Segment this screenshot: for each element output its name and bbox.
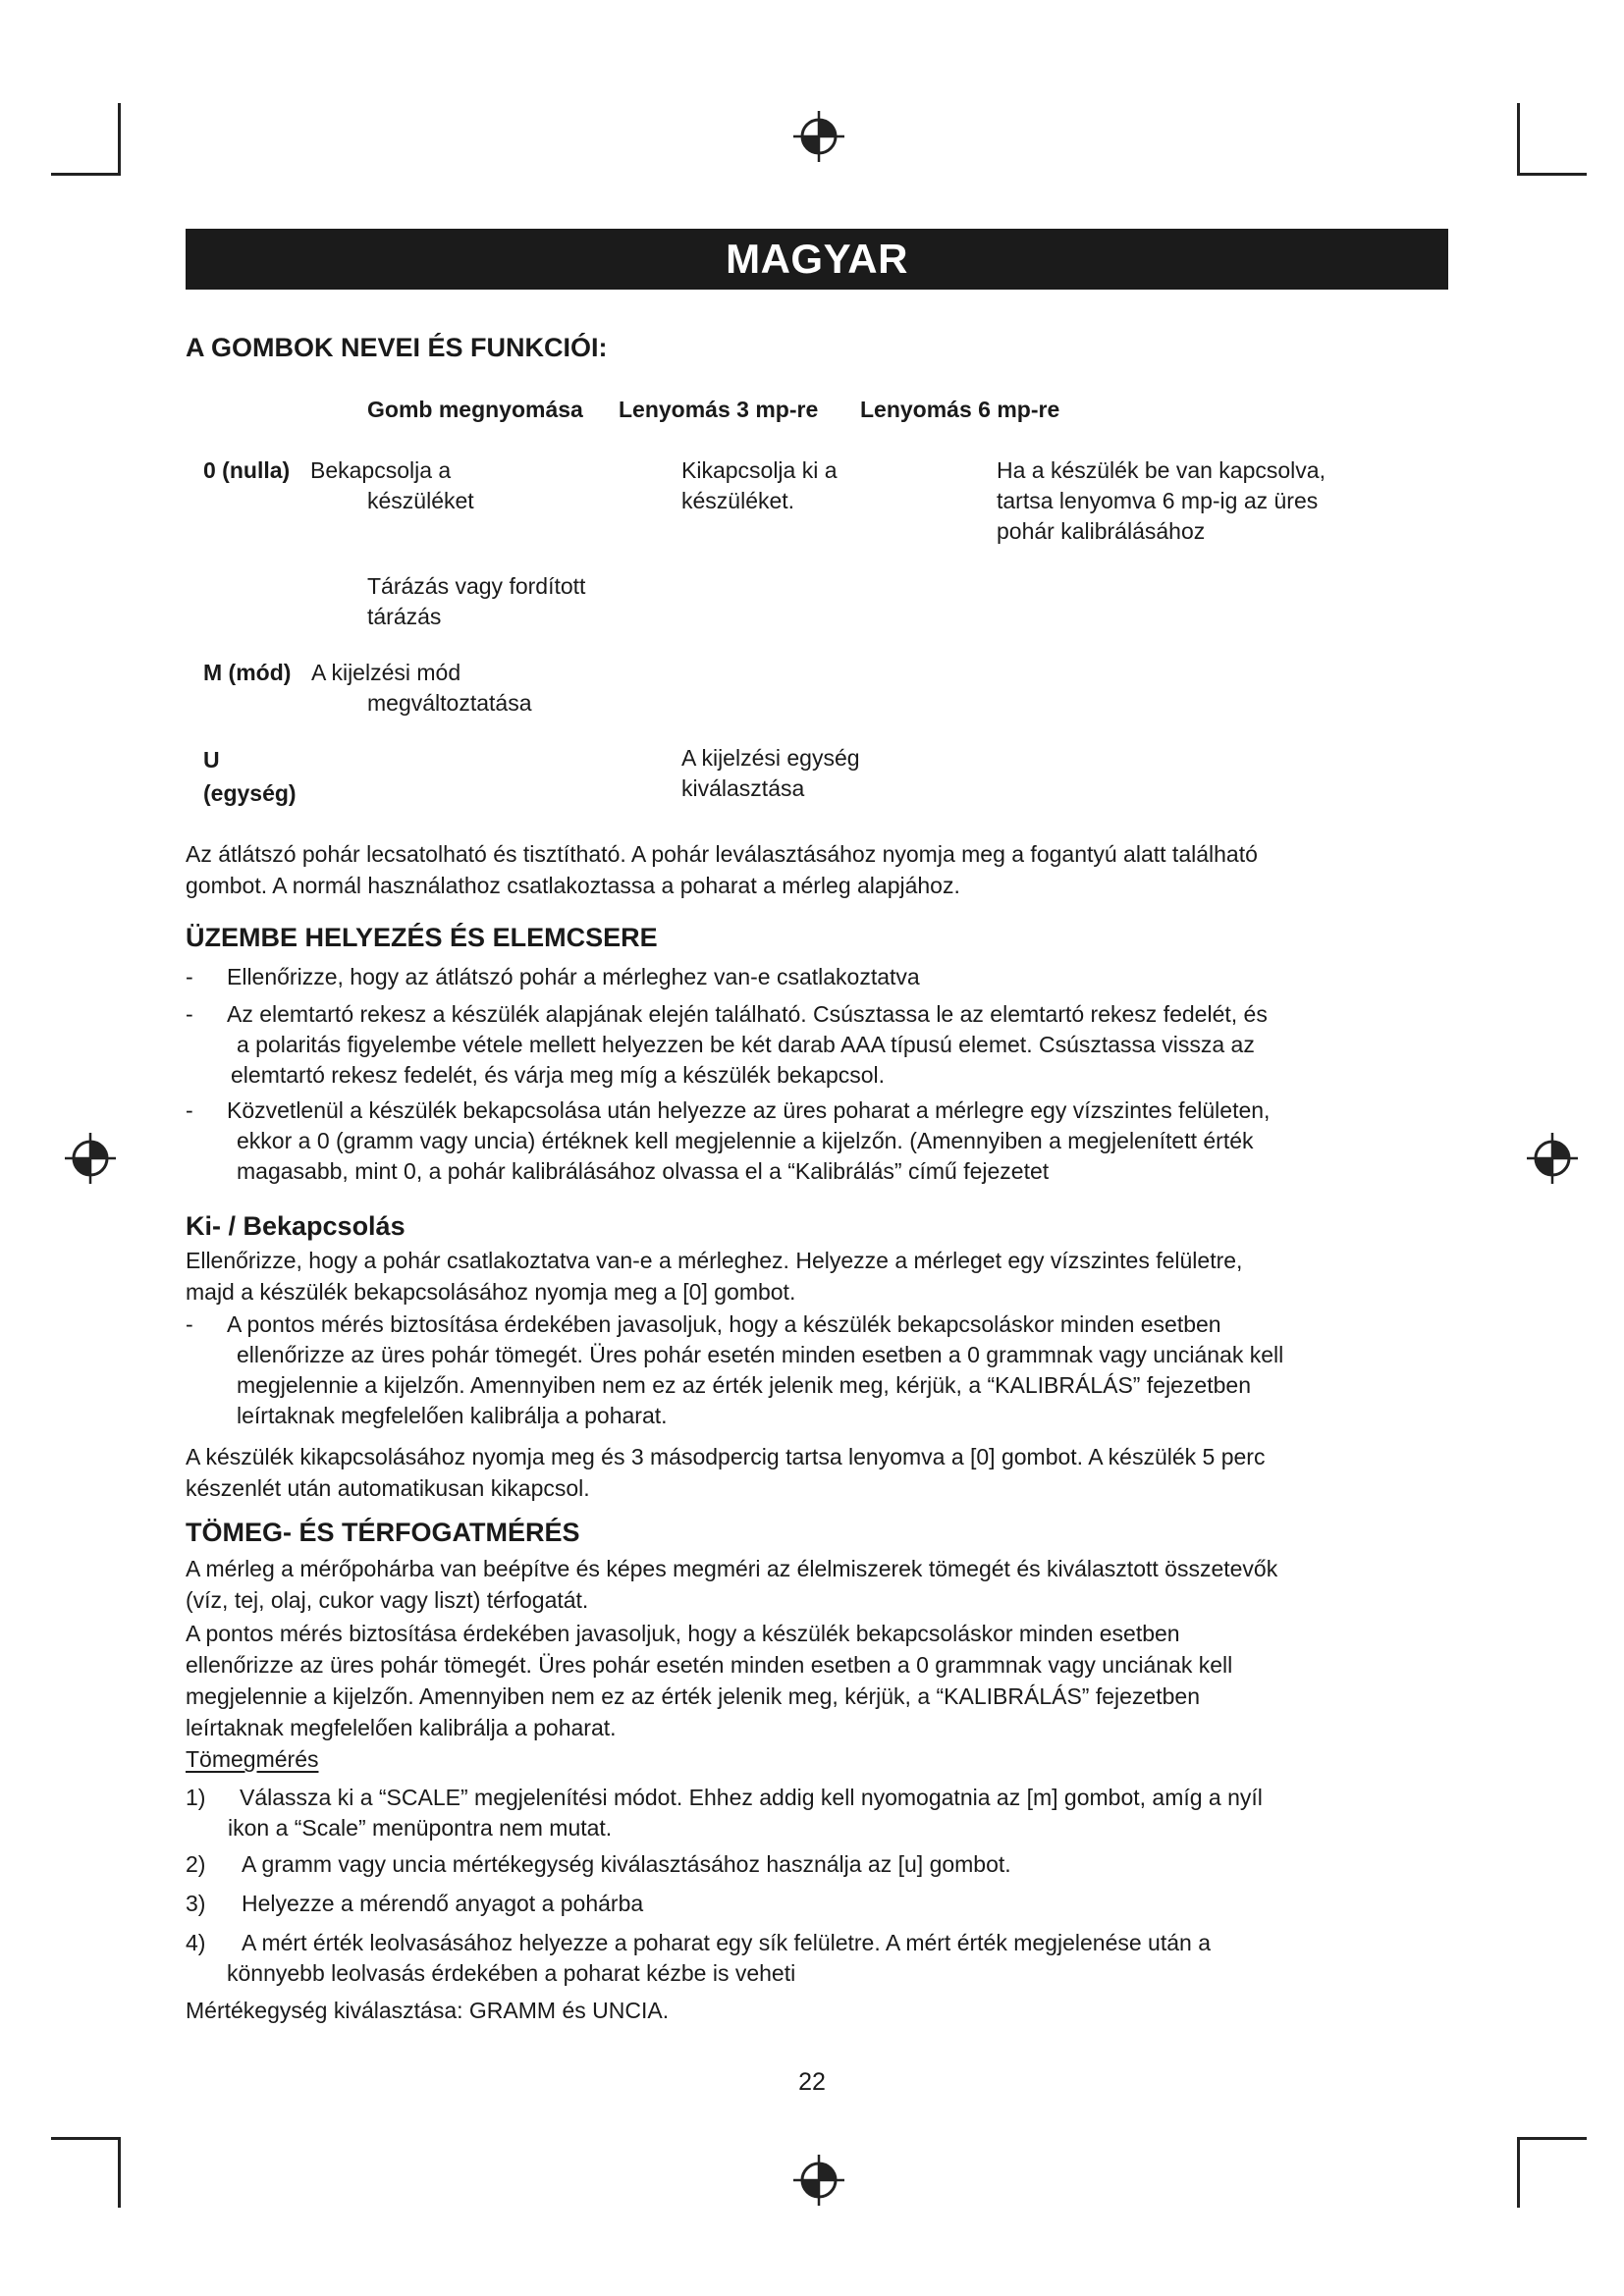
step-3 <box>186 1889 1452 1919</box>
crop-mark-top-right-v <box>1517 103 1520 174</box>
power-item <box>186 1309 1452 1431</box>
table-header-3s: Lenyomás 3 mp-re <box>619 397 819 422</box>
measure-paragraph-1 <box>186 1553 1452 1616</box>
bullet-dash: - <box>186 1311 193 1337</box>
text-line: gombot. A normál használathoz csatlakoztassa a poharat a mérleg alapjához. <box>186 873 960 898</box>
text-line: Ellenőrizze, hogy az átlátszó pohár a mérleghez van-e csatlakoztatva <box>227 964 920 989</box>
step-number: 4) <box>186 1930 206 1955</box>
registration-mark-icon <box>791 109 846 164</box>
text-line: A mérleg a mérőpohárba van beépítve és képes megméri az élelmiszerek tömegét és kiválasztott összetevők <box>186 1556 1278 1581</box>
setup-item-3 <box>186 1095 1452 1187</box>
text-line: Válassza ki a “SCALE” megjelenítési módot. Ehhez addig kell nyomogatnia az [m] gombot, amíg a nyíl <box>240 1785 1263 1810</box>
cell-line: készüléket <box>367 488 474 513</box>
crop-mark-top-left-v <box>118 103 121 174</box>
cell-line: Bekapcsolja a <box>310 457 452 483</box>
cell-mode-press <box>311 658 531 719</box>
cell-line: kiválasztása <box>681 775 805 801</box>
power-paragraph-1 <box>186 1245 1452 1308</box>
cell-line: tárázás <box>367 604 442 629</box>
crop-mark-top-right-h <box>1517 173 1587 176</box>
text-line: Közvetlenül a készülék bekapcsolása után helyezze az üres poharat a mérlegre egy vízszintes felületen, <box>227 1097 1271 1123</box>
page-number: 22 <box>798 2068 826 2096</box>
step-number: 2) <box>186 1851 206 1877</box>
registration-mark-icon <box>63 1131 118 1186</box>
cell-unit-3s <box>681 743 860 804</box>
text-line: ellenőrizze az üres pohár tömegét. Üres pohár esetén minden esetben a 0 grammnak vagy unciának kell <box>237 1342 1284 1367</box>
text-line: A gramm vagy uncia mértékegység kiválasztásához használja az [u] gombot. <box>242 1851 1011 1877</box>
setup-item-2 <box>186 999 1452 1091</box>
cell-line: készüléket. <box>681 488 795 513</box>
text-line: magasabb, mint 0, a pohár kalibrálásához olvassa el a “Kalibrálás” című fejezetet <box>237 1158 1050 1184</box>
cell-line: tartsa lenyomva 6 mp-ig az üres <box>997 488 1319 513</box>
button-key-mode: M (mód) <box>203 660 292 685</box>
section-title-power: Ki- / Bekapcsolás <box>186 1211 406 1241</box>
text-line: A mért érték leolvasásához helyezze a poharat egy sík felületre. A mért érték megjelenése után a <box>242 1930 1211 1955</box>
crop-mark-bottom-left-h <box>51 2137 121 2140</box>
cell-line: megváltoztatása <box>367 690 532 716</box>
unit-selection-line: Mértékegység kiválasztása: GRAMM és UNCIA. <box>186 1998 670 2023</box>
text-line: majd a készülék bekapcsolásához nyomja meg a [0] gombot. <box>186 1279 796 1305</box>
text-line: A pontos mérés biztosítása érdekében javasoljuk, hogy a készülék bekapcsoláskor minden esetben <box>227 1311 1221 1337</box>
crop-mark-bottom-right-v <box>1517 2137 1520 2208</box>
text-line: leírtaknak megfelelően kalibrálja a poharat. <box>237 1403 668 1428</box>
cell-zero-3s <box>681 455 838 516</box>
text-line: készenlét után automatikusan kikapcsol. <box>186 1475 590 1501</box>
subheading-weighing: Tömegmérés <box>186 1746 319 1772</box>
registration-mark-icon <box>791 2153 846 2208</box>
text-line: Helyezze a mérendő anyagot a pohárba <box>242 1891 644 1916</box>
cell-line: pohár kalibrálásához <box>997 518 1206 544</box>
section-title-setup: ÜZEMBE HELYEZÉS ÉS ELEMCSERE <box>186 923 658 952</box>
cell-line: A kijelzési mód <box>311 660 461 685</box>
crop-mark-bottom-right-h <box>1517 2137 1587 2140</box>
text-line: ikon a “Scale” menüpontra nem mutat. <box>228 1815 613 1841</box>
text-line: megjelennie a kijelzőn. Amennyiben nem ez az érték jelenik meg, kérjük, a “KALIBRÁLÁS” fejezetben <box>237 1372 1251 1398</box>
step-number: 1) <box>186 1785 206 1810</box>
text-line: könnyebb leolvasás érdekében a poharat kézbe is veheti <box>227 1960 796 1986</box>
measure-paragraph-2 <box>186 1618 1452 1743</box>
intro-paragraph <box>186 838 1452 901</box>
step-2 <box>186 1849 1452 1880</box>
text-line: a polaritás figyelembe vétele mellett helyezzen be két darab AAA típusú elemet. Csúsztassa vissza az <box>237 1032 1255 1057</box>
step-number: 3) <box>186 1891 206 1916</box>
bullet-dash: - <box>186 1001 193 1027</box>
registration-mark-icon <box>1525 1131 1580 1186</box>
crop-mark-bottom-left-v <box>118 2137 121 2208</box>
button-key-zero: 0 (nulla) <box>203 457 291 483</box>
cell-line: Tárázás vagy fordított <box>367 573 586 599</box>
setup-item-1 <box>186 962 1452 992</box>
text-line: Az átlátszó pohár lecsatolható és tisztítható. A pohár leválasztásához nyomja meg a fogantyú alatt található <box>186 841 1258 867</box>
text-line: (víz, tej, olaj, cukor vagy liszt) térfogatát. <box>186 1587 589 1613</box>
section-title-buttons: A GOMBOK NEVEI ÉS FUNKCIÓI: <box>186 333 608 362</box>
bullet-dash: - <box>186 1097 193 1123</box>
step-1 <box>186 1783 1452 1843</box>
section-title-measure: TÖMEG- ÉS TÉRFOGATMÉRÉS <box>186 1518 580 1547</box>
cell-zero-press <box>310 455 474 516</box>
cell-line: A kijelzési egység <box>681 745 860 771</box>
bullet-dash: - <box>186 964 193 989</box>
text-line: A pontos mérés biztosítása érdekében javasoljuk, hogy a készülék bekapcsoláskor minden esetben <box>186 1621 1180 1646</box>
button-key-unit <box>203 743 297 810</box>
crop-mark-top-left-h <box>51 173 121 176</box>
cell-line: Ha a készülék be van kapcsolva, <box>997 457 1326 483</box>
text-line: elemtartó rekesz fedelét, és várja meg míg a készülék bekapcsol. <box>231 1062 886 1088</box>
text-line: megjelennie a kijelzőn. Amennyiben nem ez az érték jelenik meg, kérjük, a “KALIBRÁLÁS” fejezetben <box>186 1683 1200 1709</box>
cell-zero-6s <box>997 455 1326 547</box>
text-line: Az elemtartó rekesz a készülék alapjának elején található. Csúsztassa le az elemtartó rekesz fedelét, és <box>227 1001 1268 1027</box>
table-header-press: Gomb megnyomása <box>367 397 583 422</box>
cell-line: (egység) <box>203 780 297 806</box>
text-line: ekkor a 0 (gramm vagy uncia) értéknek kell megjelennie a kijelzőn. (Amennyiben a megjelenített érték <box>237 1128 1254 1153</box>
text-line: leírtaknak megfelelően kalibrálja a poharat. <box>186 1715 617 1740</box>
step-4 <box>186 1928 1452 1989</box>
text-line: ellenőrizze az üres pohár tömegét. Üres pohár esetén minden esetben a 0 grammnak vagy unciának kell <box>186 1652 1233 1678</box>
table-header-6s: Lenyomás 6 mp-re <box>860 397 1060 422</box>
text-line: A készülék kikapcsolásához nyomja meg és 3 másodpercig tartsa lenyomva a [0] gombot. A készülék 5 perc <box>186 1444 1266 1469</box>
cell-line: Kikapcsolja ki a <box>681 457 838 483</box>
power-paragraph-2 <box>186 1441 1452 1504</box>
cell-tare <box>367 571 585 632</box>
language-banner: MAGYAR <box>186 229 1448 290</box>
cell-line: U <box>203 747 220 773</box>
text-line: Ellenőrizze, hogy a pohár csatlakoztatva van-e a mérleghez. Helyezze a mérleget egy vízszintes felületre, <box>186 1248 1243 1273</box>
